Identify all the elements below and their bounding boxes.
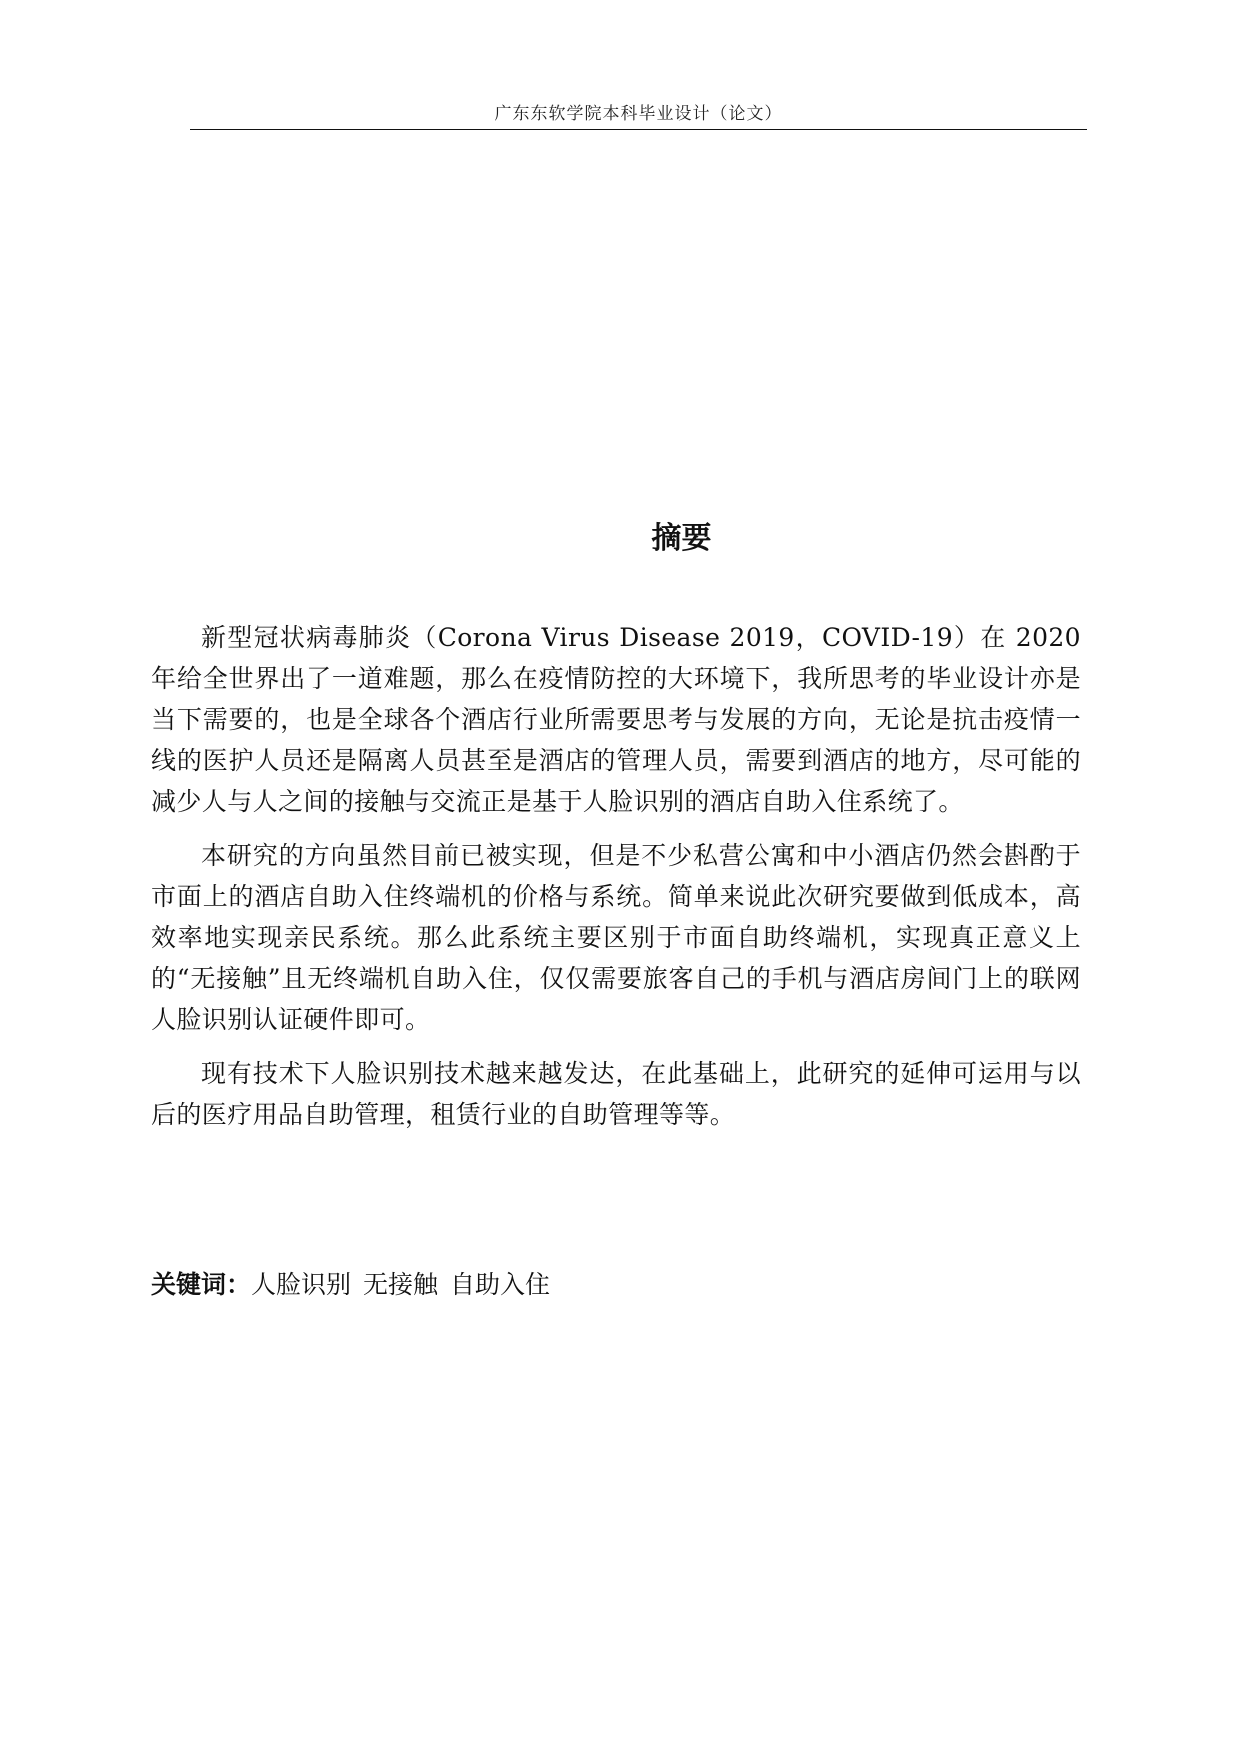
abstract-title: 摘要 [651, 521, 712, 557]
keywords-label: 关键词： [151, 1270, 252, 1299]
keyword-self-check-in: 自助入住 [450, 1270, 551, 1299]
header-rule [190, 129, 1087, 130]
abstract-paragraph-1: 新型冠状病毒肺炎（Corona Virus Disease 2019，COVID-19）在 2020 年给全世界出了一道难题，那么在疫情防控的大环境下，我所思考的毕业设计亦是当下需要的，也是全球各个酒店行业所需要思考与发展的方向，无论是抗击疫情一线的医护人员还是隔离人员甚至是酒店的管理人员，需要到酒店的地方，尽可能的减少人与人之间的接触与交流正是基于人脸识别的酒店自助入住系统了。 [151, 623, 1081, 816]
keyword-contactless: 无接触 [363, 1270, 439, 1299]
abstract-paragraph-3: 现有技术下人脸识别技术越来越发达，在此基础上，此研究的延伸可运用与以后的医疗用品自助管理，租赁行业的自助管理等等。 [151, 1059, 1081, 1129]
running-header: 广东东软学院本科毕业设计（论文） [494, 104, 783, 124]
keyword-face-recognition: 人脸识别 [251, 1270, 352, 1299]
abstract-body [151, 617, 1081, 1148]
keywords-line [151, 1264, 1081, 1305]
abstract-paragraph-2: 本研究的方向虽然目前已被实现，但是不少私营公寓和中小酒店仍然会斟酌于市面上的酒店自助入住终端机的价格与系统。简单来说此次研究要做到低成本，高效率地实现亲民系统。那么此系统主要区别于市面自助终端机，实现真正意义上的“无接触”且无终端机自助入住，仅仅需要旅客自己的手机与酒店房间门上的联网人脸识别认证硬件即可。 [151, 841, 1081, 1034]
